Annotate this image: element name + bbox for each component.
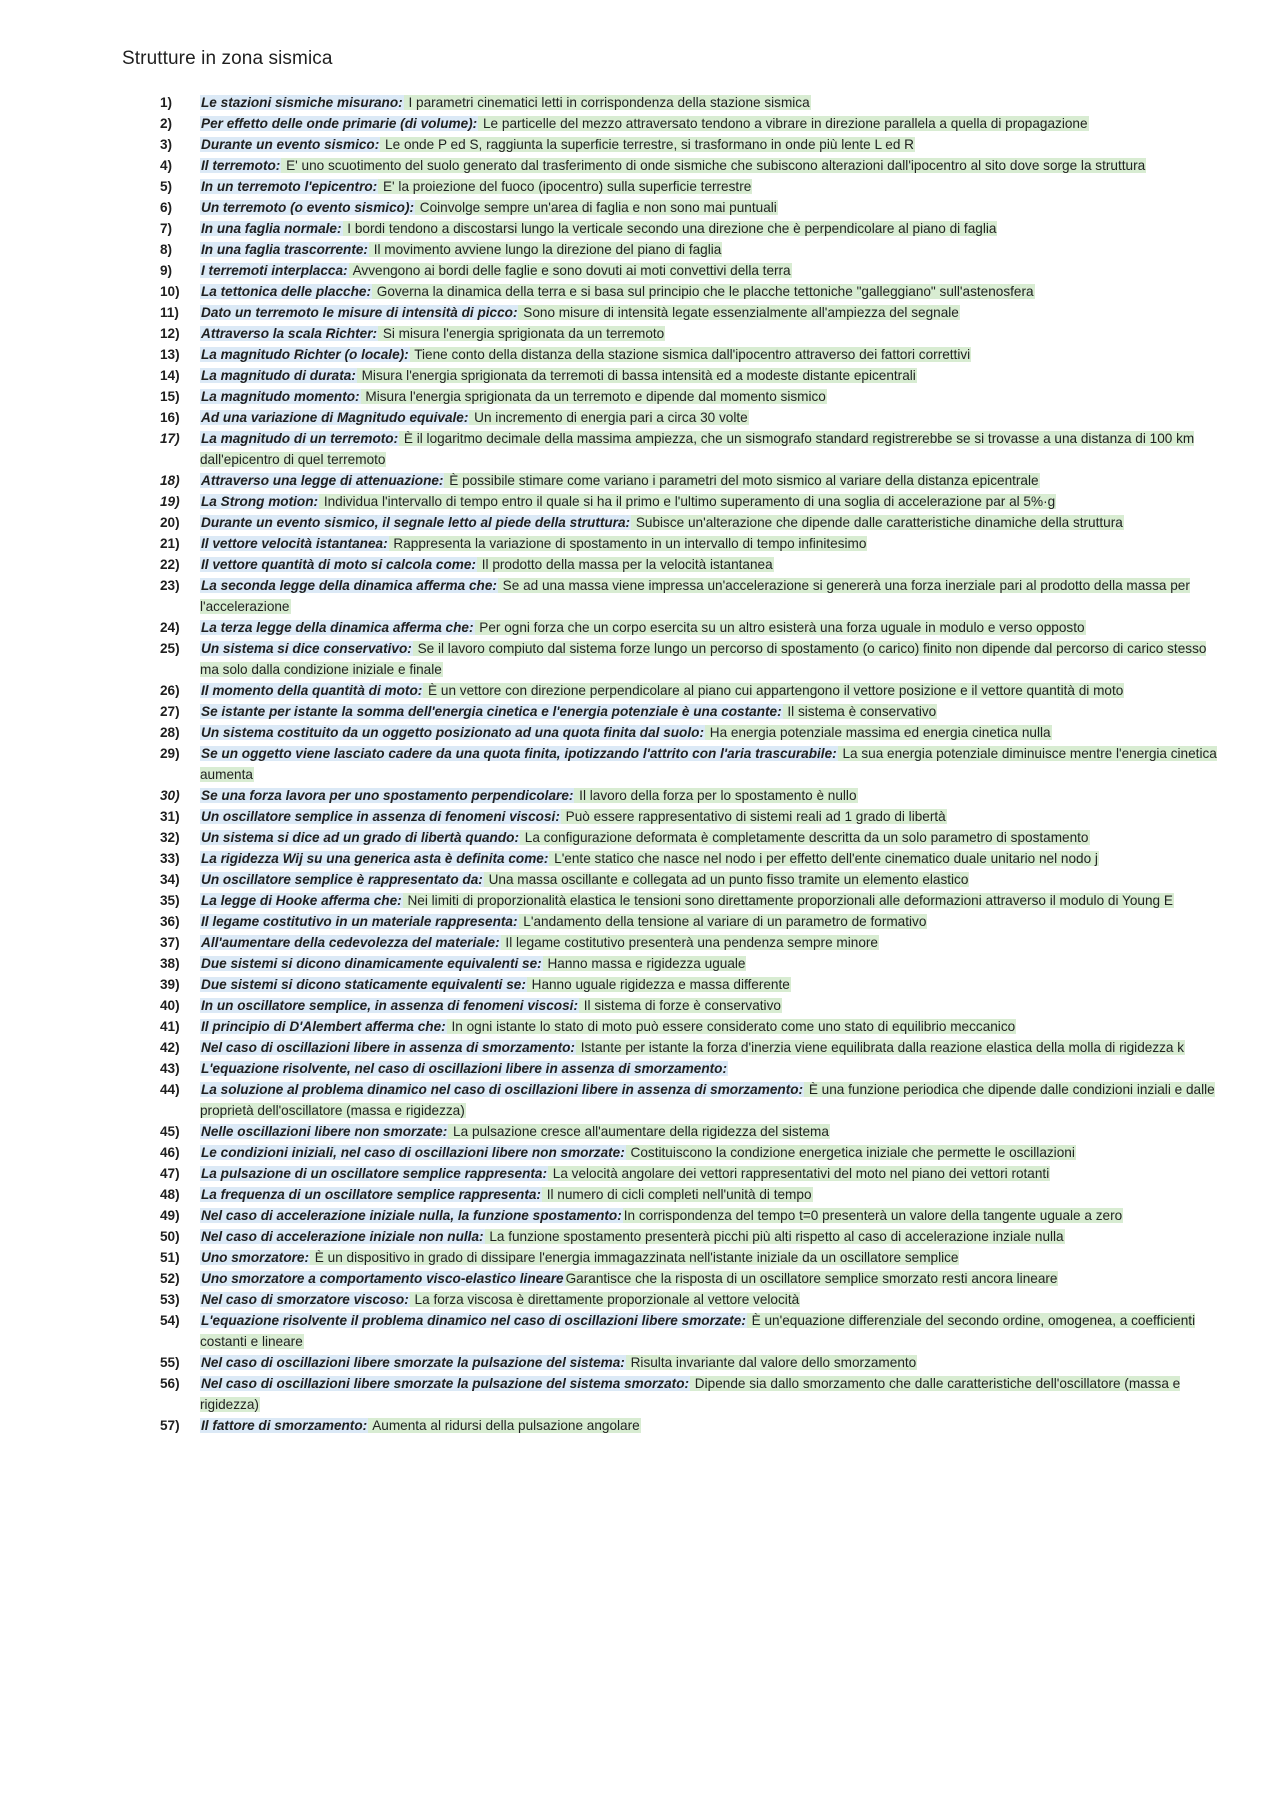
question-text: Due sistemi si dicono dinamicamente equivalenti se: <box>201 956 542 971</box>
question-text: Nelle oscillazioni libere non smorzate: <box>201 1124 448 1139</box>
answer-text: Il sistema di forze è conservativo <box>579 998 781 1013</box>
item-number: 17) <box>160 431 180 446</box>
answer-text: In corrispondenza del tempo t=0 presenterà un valore della tangente uguale a zero <box>623 1208 1123 1223</box>
item-number: 28) <box>160 725 180 740</box>
question-text: Nel caso di oscillazioni libere in assenza di smorzamento: <box>201 1040 575 1055</box>
list-item <box>122 785 1220 806</box>
item-number: 26) <box>160 683 180 698</box>
answer-text: La pulsazione cresce all'aumentare della rigidezza del sistema <box>449 1124 829 1139</box>
list-item <box>122 1268 1220 1289</box>
answer-text: Si misura l'energia sprigionata da un terremoto <box>379 326 665 341</box>
list-item <box>122 1247 1220 1268</box>
item-number: 8) <box>160 242 173 257</box>
item-number: 15) <box>160 389 180 404</box>
question-text: La Strong motion: <box>201 494 319 509</box>
list-item <box>122 323 1220 344</box>
question-text: La magnitudo di un terremoto: <box>201 431 399 446</box>
question-text: In una faglia trascorrente: <box>201 242 368 257</box>
question-text: Il vettore velocità istantanea: <box>201 536 388 551</box>
list-item <box>122 575 1220 617</box>
list-item <box>122 1121 1220 1142</box>
list-item <box>122 722 1220 743</box>
question-text: La magnitudo di durata: <box>201 368 356 383</box>
answer-text: E' la proiezione del fuoco (ipocentro) sulla superficie terrestre <box>379 179 752 194</box>
question-answer-list <box>122 92 1220 1436</box>
item-number: 11) <box>160 305 179 320</box>
answer-text: Le particelle del mezzo attraversato tendono a vibrare in direzione parallela a quella di propagazione <box>479 116 1088 131</box>
answer-text: Hanno massa e rigidezza uguale <box>543 956 746 971</box>
answer-text: I parametri cinematici letti in corrispondenza della stazione sismica <box>404 95 810 110</box>
answer-text: Il numero di cicli completi nell'unità di tempo <box>542 1187 812 1202</box>
answer-text: Se ad una massa viene impressa un'accelerazione si genererà una forza inerziale pari al prodotto della massa per l'accelerazione <box>200 578 1190 614</box>
list-item <box>122 701 1220 722</box>
item-number: 56) <box>160 1376 180 1391</box>
answer-text: Una massa oscillante e collegata ad un punto fisso tramite un elemento elastico <box>484 872 969 887</box>
list-item <box>122 470 1220 491</box>
question-text: La terza legge della dinamica afferma che: <box>201 620 474 635</box>
item-number: 45) <box>160 1124 180 1139</box>
list-item <box>122 1058 1220 1079</box>
answer-text: L'ente statico che nasce nel nodo i per effetto dell'ente cinematico duale unitario nel nodo j <box>550 851 1098 866</box>
question-text: Uno smorzatore: <box>201 1250 310 1265</box>
answer-text: Sono misure di intensità legate essenzialmente all'ampiezza del segnale <box>519 305 959 320</box>
answer-text: Il sistema è conservativo <box>783 704 937 719</box>
item-number: 25) <box>160 641 180 656</box>
item-number: 35) <box>160 893 180 908</box>
list-item <box>122 1226 1220 1247</box>
item-number: 38) <box>160 956 180 971</box>
item-number: 12) <box>160 326 180 341</box>
item-number: 54) <box>160 1313 180 1328</box>
item-number: 19) <box>160 494 180 509</box>
answer-text: In ogni istante lo stato di moto può essere considerato come uno stato di equilibrio meccanico <box>447 1019 1016 1034</box>
answer-text: Per ogni forza che un corpo esercita su un altro esisterà una forza uguale in modulo e verso opposto <box>475 620 1085 635</box>
list-item <box>122 995 1220 1016</box>
item-number: 50) <box>160 1229 180 1244</box>
list-item <box>122 176 1220 197</box>
answer-text: È il logaritmo decimale della massima ampiezza, che un sismografo standard registrerebbe se si trovasse a una distanza di 100 km dall'epicentro di quel terremoto <box>200 431 1195 467</box>
answer-text: La sua energia potenziale diminuisce mentre l'energia cinetica aumenta <box>200 746 1217 782</box>
list-item <box>122 281 1220 302</box>
item-number: 39) <box>160 977 180 992</box>
list-item <box>122 1079 1220 1121</box>
question-text: Nel caso di smorzatore viscoso: <box>201 1292 409 1307</box>
answer-text: Risulta invariante dal valore dello smorzamento <box>626 1355 917 1370</box>
item-number: 43) <box>160 1061 180 1076</box>
question-text: Il legame costitutivo in un materiale rappresenta: <box>201 914 518 929</box>
answer-text: Il lavoro della forza per lo spostamento è nullo <box>575 788 857 803</box>
question-text: Se un oggetto viene lasciato cadere da una quota finita, ipotizzando l'attrito con l'aria trascurabile: <box>201 746 837 761</box>
question-text: Il momento della quantità di moto: <box>201 683 423 698</box>
item-number: 57) <box>160 1418 180 1433</box>
list-item <box>122 1373 1220 1415</box>
list-item <box>122 113 1220 134</box>
item-number: 22) <box>160 557 180 572</box>
list-item <box>122 1184 1220 1205</box>
question-text: Un oscillatore semplice in assenza di fenomeni viscosi: <box>201 809 560 824</box>
answer-text: Se il lavoro compiuto dal sistema forze lungo un percorso di spostamento (o carico) finito non dipende dal percorso di carico stesso ma solo dalla condizione iniziale e finale <box>200 641 1207 677</box>
list-item <box>122 806 1220 827</box>
item-number: 40) <box>160 998 180 1013</box>
list-item <box>122 1142 1220 1163</box>
question-text: La legge di Hooke afferma che: <box>201 893 402 908</box>
question-text: Se istante per istante la somma dell'energia cinetica e l'energia potenziale è una costante: <box>201 704 782 719</box>
item-number: 7) <box>160 221 173 236</box>
list-item <box>122 554 1220 575</box>
list-item <box>122 218 1220 239</box>
answer-text: È una funzione periodica che dipende dalle condizioni inziali e dalle proprietà dell'oscillatore (massa e rigidezza) <box>200 1082 1215 1118</box>
item-number: 55) <box>160 1355 180 1370</box>
question-text: Per effetto delle onde primarie (di volume): <box>201 116 478 131</box>
question-text: Il vettore quantità di moto si calcola come: <box>201 557 476 572</box>
list-item <box>122 239 1220 260</box>
item-number: 6) <box>160 200 173 215</box>
item-number: 51) <box>160 1250 180 1265</box>
item-number: 46) <box>160 1145 180 1160</box>
question-text: La seconda legge della dinamica afferma che: <box>201 578 497 593</box>
answer-text: Il prodotto della massa per la velocità istantanea <box>477 557 773 572</box>
question-text: Un sistema si dice ad un grado di libertà quando: <box>201 830 519 845</box>
item-number: 18) <box>160 473 180 488</box>
list-item <box>122 1163 1220 1184</box>
question-text: Nel caso di oscillazioni libere smorzate la pulsazione del sistema: <box>201 1355 625 1370</box>
list-item <box>122 407 1220 428</box>
question-text: Le condizioni iniziali, nel caso di oscillazioni libere non smorzate: <box>201 1145 625 1160</box>
answer-text: Tiene conto della distanza della stazione sismica dall'ipocentro attraverso dei fattori correttivi <box>410 347 971 362</box>
answer-text: Aumenta al ridursi della pulsazione angolare <box>369 1418 640 1433</box>
list-item <box>122 428 1220 470</box>
question-text: Un oscillatore semplice è rappresentato da: <box>201 872 483 887</box>
question-text: La frequenza di un oscillatore semplice rappresenta: <box>201 1187 541 1202</box>
list-item <box>122 890 1220 911</box>
item-number: 14) <box>160 368 180 383</box>
answer-text: Coinvolge sempre un'area di faglia e non sono mai puntuali <box>416 200 777 215</box>
item-number: 20) <box>160 515 180 530</box>
question-text: Il fattore di smorzamento: <box>201 1418 368 1433</box>
item-number: 4) <box>160 158 173 173</box>
answer-text: Ha energia potenziale massima ed energia cinetica nulla <box>705 725 1051 740</box>
question-text: Un terremoto (o evento sismico): <box>201 200 414 215</box>
question-text: Le stazioni sismiche misurano: <box>201 95 403 110</box>
item-number: 30) <box>160 788 180 803</box>
item-number: 48) <box>160 1187 180 1202</box>
answer-text: È un dispositivo in grado di dissipare l'energia immagazzinata nell'istante iniziale da un oscillatore semplice <box>311 1250 959 1265</box>
answer-text: Hanno uguale rigidezza e massa differente <box>527 977 790 992</box>
list-item <box>122 1289 1220 1310</box>
list-item <box>122 953 1220 974</box>
answer-text: Governa la dinamica della terra e si basa sul principio che le placche tettoniche "galleggiano" sull'astenosfera <box>372 284 1034 299</box>
list-item <box>122 386 1220 407</box>
question-text: La pulsazione di un oscillatore semplice rappresenta: <box>201 1166 547 1181</box>
item-number: 2) <box>160 116 173 131</box>
item-number: 16) <box>160 410 180 425</box>
answer-text: Individua l'intervallo di tempo entro il quale si ha il primo e l'ultimo superamento di una soglia di accelerazione par al 5%·g <box>320 494 1056 509</box>
answer-text: I bordi tendono a discostarsi lungo la verticale secondo una direzione che è perpendicolare al piano di faglia <box>343 221 997 236</box>
question-text: Nel caso di accelerazione iniziale nulla, la funzione spostamento: <box>201 1208 622 1223</box>
list-item <box>122 491 1220 512</box>
item-number: 10) <box>160 284 180 299</box>
question-text: L'equazione risolvente il problema dinamico nel caso di oscillazioni libere smorzate: <box>201 1313 746 1328</box>
list-item <box>122 1016 1220 1037</box>
item-number: 21) <box>160 536 180 551</box>
item-number: 53) <box>160 1292 180 1307</box>
list-item <box>122 827 1220 848</box>
question-text: La magnitudo Richter (o locale): <box>201 347 409 362</box>
answer-text: La velocità angolare dei vettori rappresentativi del moto nel piano dei vettori rotanti <box>548 1166 1050 1181</box>
question-text: La soluzione al problema dinamico nel caso di oscillazioni libere in assenza di smorzamento: <box>201 1082 804 1097</box>
question-text: Attraverso la scala Richter: <box>201 326 378 341</box>
item-number: 47) <box>160 1166 180 1181</box>
list-item <box>122 932 1220 953</box>
list-item <box>122 869 1220 890</box>
item-number: 24) <box>160 620 180 635</box>
list-item <box>122 1310 1220 1352</box>
list-item <box>122 365 1220 386</box>
question-text: Durante un evento sismico: <box>201 137 380 152</box>
question-text: Un sistema costituito da un oggetto posizionato ad una quota finita dal suolo: <box>201 725 704 740</box>
item-number: 33) <box>160 851 180 866</box>
question-text: La tettonica delle placche: <box>201 284 371 299</box>
answer-text: Il movimento avviene lungo la direzione del piano di faglia <box>369 242 722 257</box>
list-item <box>122 155 1220 176</box>
list-item <box>122 638 1220 680</box>
item-number: 34) <box>160 872 180 887</box>
question-text: In un oscillatore semplice, in assenza di fenomeni viscosi: <box>201 998 578 1013</box>
list-item <box>122 680 1220 701</box>
item-number: 3) <box>160 137 173 152</box>
question-text: Il principio di D'Alembert afferma che: <box>201 1019 446 1034</box>
answer-text: Il legame costitutivo presenterà una pendenza sempre minore <box>501 935 878 950</box>
question-text: I terremoti interplacca: <box>201 263 348 278</box>
list-item <box>122 848 1220 869</box>
list-item <box>122 911 1220 932</box>
list-item <box>122 533 1220 554</box>
question-text: Uno smorzatore a comportamento visco-elastico lineare <box>201 1271 564 1286</box>
answer-text: Un incremento di energia pari a circa 30 volte <box>470 410 748 425</box>
list-item <box>122 1037 1220 1058</box>
list-item <box>122 743 1220 785</box>
item-number: 37) <box>160 935 180 950</box>
list-item <box>122 1352 1220 1373</box>
list-item <box>122 344 1220 365</box>
answer-text: Istante per istante la forza d'inerzia viene equilibrata dalla reazione elastica della molla di rigidezza k <box>576 1040 1185 1055</box>
item-number: 49) <box>160 1208 180 1223</box>
question-text: Attraverso una legge di attenuazione: <box>201 473 444 488</box>
item-number: 32) <box>160 830 180 845</box>
list-item <box>122 1415 1220 1436</box>
item-number: 5) <box>160 179 173 194</box>
question-text: In una faglia normale: <box>201 221 342 236</box>
list-item <box>122 617 1220 638</box>
item-number: 31) <box>160 809 180 824</box>
item-number: 29) <box>160 746 180 761</box>
answer-text: La configurazione deformata è completamente descritta da un solo parametro di spostamento <box>521 830 1089 845</box>
answer-text: È un vettore con direzione perpendicolare al piano cui appartengono il vettore posizione e il vettore quantità di moto <box>424 683 1124 698</box>
list-item <box>122 302 1220 323</box>
item-number: 36) <box>160 914 180 929</box>
answer-text: La forza viscosa è direttamente proporzionale al vettore velocità <box>410 1292 800 1307</box>
item-number: 23) <box>160 578 180 593</box>
item-number: 27) <box>160 704 180 719</box>
question-text: In un terremoto l'epicentro: <box>201 179 378 194</box>
question-text: La rigidezza Wij su una generica asta è definita come: <box>201 851 549 866</box>
answer-text: Le onde P ed S, raggiunta la superficie terrestre, si trasformano in onde più lente L ed R <box>381 137 915 152</box>
answer-text: Misura l'energia sprigionata da terremoti di bassa intensità ed a modeste distante epicentrali <box>357 368 916 383</box>
answer-text: Garantisce che la risposta di un oscillatore semplice smorzato resti ancora lineare <box>565 1271 1058 1286</box>
item-number: 42) <box>160 1040 180 1055</box>
list-item <box>122 1205 1220 1226</box>
question-text: Dato un terremoto le misure di intensità di picco: <box>201 305 518 320</box>
item-number: 1) <box>160 95 173 110</box>
item-number: 9) <box>160 263 173 278</box>
answer-text: Misura l'energia sprigionata da un terremoto e dipende dal momento sismico <box>361 389 826 404</box>
question-text: Ad una variazione di Magnitudo equivale: <box>201 410 469 425</box>
answer-text: La funzione spostamento presenterà picchi più alti rispetto al caso di accelerazione inziale nulla <box>485 1229 1064 1244</box>
answer-text: Rappresenta la variazione di spostamento in un intervallo di tempo infinitesimo <box>389 536 867 551</box>
answer-text: E' uno scuotimento del suolo generato dal trasferimento di onde sismiche che subiscono alterazioni dall'ipocentro al sito dove sorge la struttura <box>282 158 1146 173</box>
question-text: Nel caso di oscillazioni libere smorzate la pulsazione del sistema smorzato: <box>201 1376 690 1391</box>
item-number: 41) <box>160 1019 180 1034</box>
question-text: Nel caso di accelerazione iniziale non nulla: <box>201 1229 484 1244</box>
question-text: La magnitudo momento: <box>201 389 360 404</box>
list-item <box>122 260 1220 281</box>
list-item <box>122 134 1220 155</box>
question-text: Durante un evento sismico, il segnale letto al piede della struttura: <box>201 515 631 530</box>
question-text: L'equazione risolvente, nel caso di oscillazioni libere in assenza di smorzamento: <box>201 1061 727 1076</box>
list-item <box>122 512 1220 533</box>
item-number: 44) <box>160 1082 180 1097</box>
answer-text: È possibile stimare come variano i parametri del moto sismico al variare della distanza epicentrale <box>445 473 1039 488</box>
question-text: All'aumentare della cedevolezza del materiale: <box>201 935 500 950</box>
answer-text: Costituiscono la condizione energetica iniziale che permette le oscillazioni <box>626 1145 1075 1160</box>
answer-text: Nei limiti di proporzionalità elastica le tensioni sono direttamente proporzionali alle deformazioni attraverso il modulo di Young E <box>403 893 1173 908</box>
list-item <box>122 92 1220 113</box>
answer-text: Subisce un'alterazione che dipende dalle caratteristiche dinamiche della struttura <box>632 515 1123 530</box>
answer-text: Avvengono ai bordi delle faglie e sono dovuti ai moti convettivi della terra <box>349 263 791 278</box>
document-title: Strutture in zona sismica <box>122 48 333 69</box>
question-text: Il terremoto: <box>201 158 281 173</box>
list-item <box>122 197 1220 218</box>
item-number: 52) <box>160 1271 180 1286</box>
question-text: Due sistemi si dicono staticamente equivalenti se: <box>201 977 526 992</box>
question-text: Un sistema si dice conservativo: <box>201 641 412 656</box>
item-number: 13) <box>160 347 180 362</box>
question-text: Se una forza lavora per uno spostamento perpendicolare: <box>201 788 574 803</box>
answer-text: Dipende sia dallo smorzamento che dalle caratteristiche dell'oscillatore (massa e rigidezza) <box>200 1376 1181 1412</box>
answer-text: Può essere rappresentativo di sistemi reali ad 1 grado di libertà <box>561 809 946 824</box>
list-item <box>122 974 1220 995</box>
answer-text: È un'equazione differenziale del secondo ordine, omogenea, a coefficienti costanti e lineare <box>200 1313 1196 1349</box>
answer-text: L'andamento della tensione al variare di un parametro de formativo <box>519 914 927 929</box>
